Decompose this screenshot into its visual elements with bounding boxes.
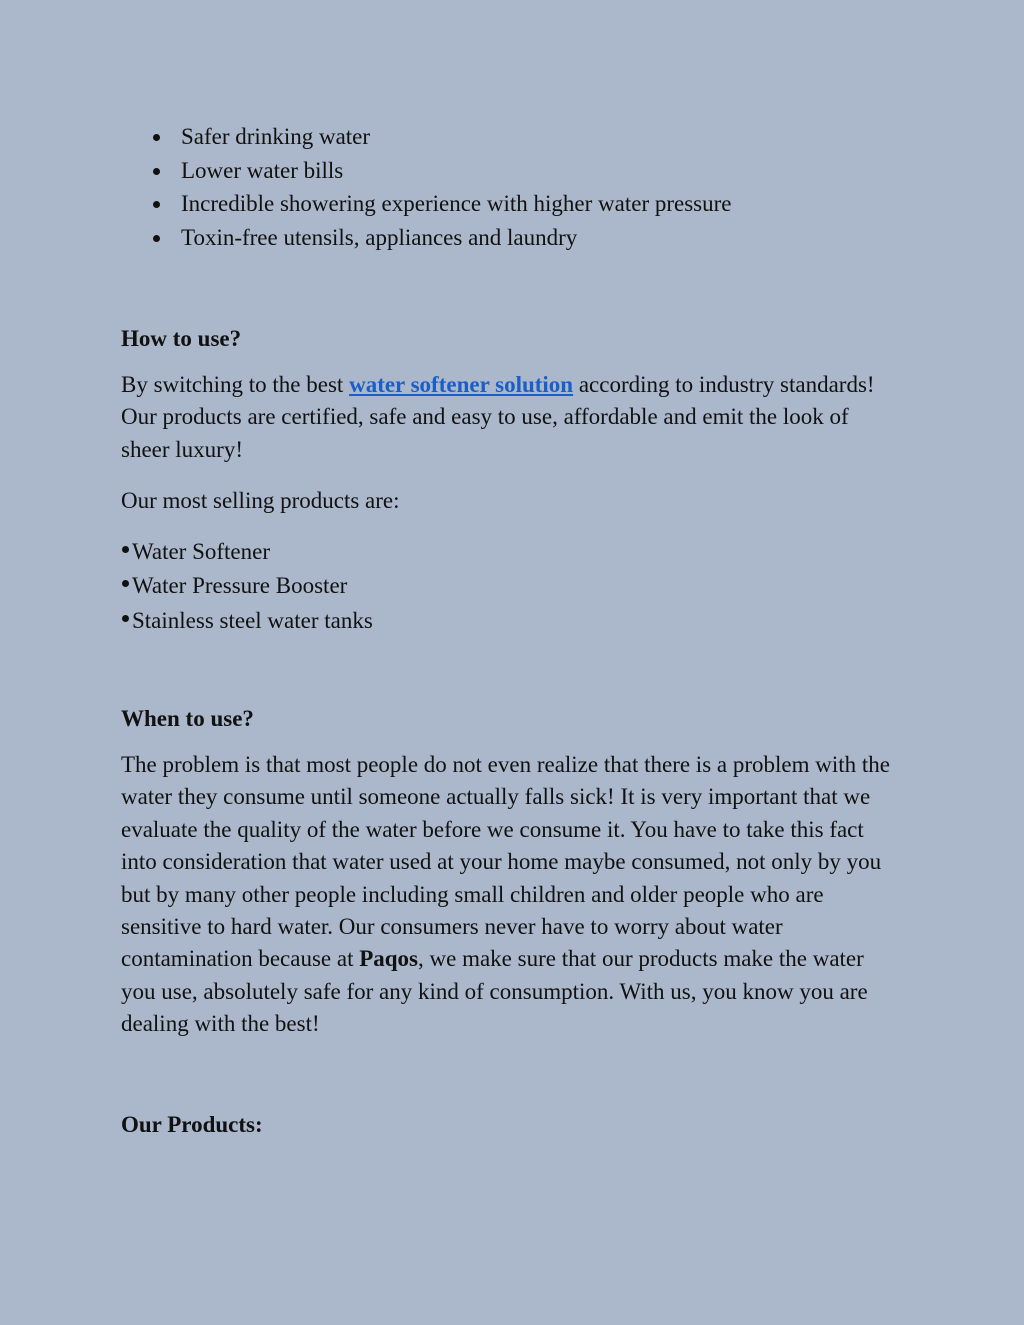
when-to-use-heading: When to use? [121,706,254,731]
benefit-item: Toxin-free utensils, appliances and laundry [150,221,732,255]
product-name: Water Softener [132,538,270,564]
brand-name: Paqos [359,946,419,972]
our-products-section [121,1109,901,1141]
when-to-use-paragraph [121,749,901,1041]
benefit-item: Incredible showering experience with higher water pressure [150,187,732,221]
how-to-use-paragraph [121,369,901,466]
benefit-item: Safer drinking water [150,120,732,154]
product-name: Stainless steel water tanks [132,608,373,633]
water-softener-solution-link[interactable]: water softener solution [349,372,574,397]
product-list-item [121,604,901,639]
product-list-item [121,569,901,604]
benefits-list [150,120,732,255]
how-to-use-heading: How to use? [121,326,242,351]
our-products-heading: Our Products: [121,1112,263,1137]
when-text-after-brand: , we make sure that our products make the water you use, absolutely safe for any kind of consumption. With us, you know you are dealing with the best! [121,946,868,1037]
intro-text-before-link: By switching to the best [121,372,350,397]
intro-text-after-link: according to industry standards! Our products are certified, safe and easy to use, affordable and emit the look of sheer luxury! [121,372,875,462]
product-name: Water Pressure Booster [132,573,348,599]
selling-products-label: Our most selling products are: [121,488,400,514]
when-text-before-brand: The problem is that most people do not even realize that there is a problem with the water they consume until someone actually falls sick! It is very important that we evaluate the quality of the water before we consume it. You have to take this fact into consideration that water used at your home maybe consumed, not only by you but by many other people including small children and older people who are sensitive to hard water. Our consumers never have to worry about water contamination because at [121,752,890,972]
selling-products-list [121,535,901,639]
benefit-item: Lower water bills [150,154,732,188]
product-list-item [121,535,901,570]
when-to-use-section [121,703,901,1041]
how-to-use-section [121,323,901,639]
